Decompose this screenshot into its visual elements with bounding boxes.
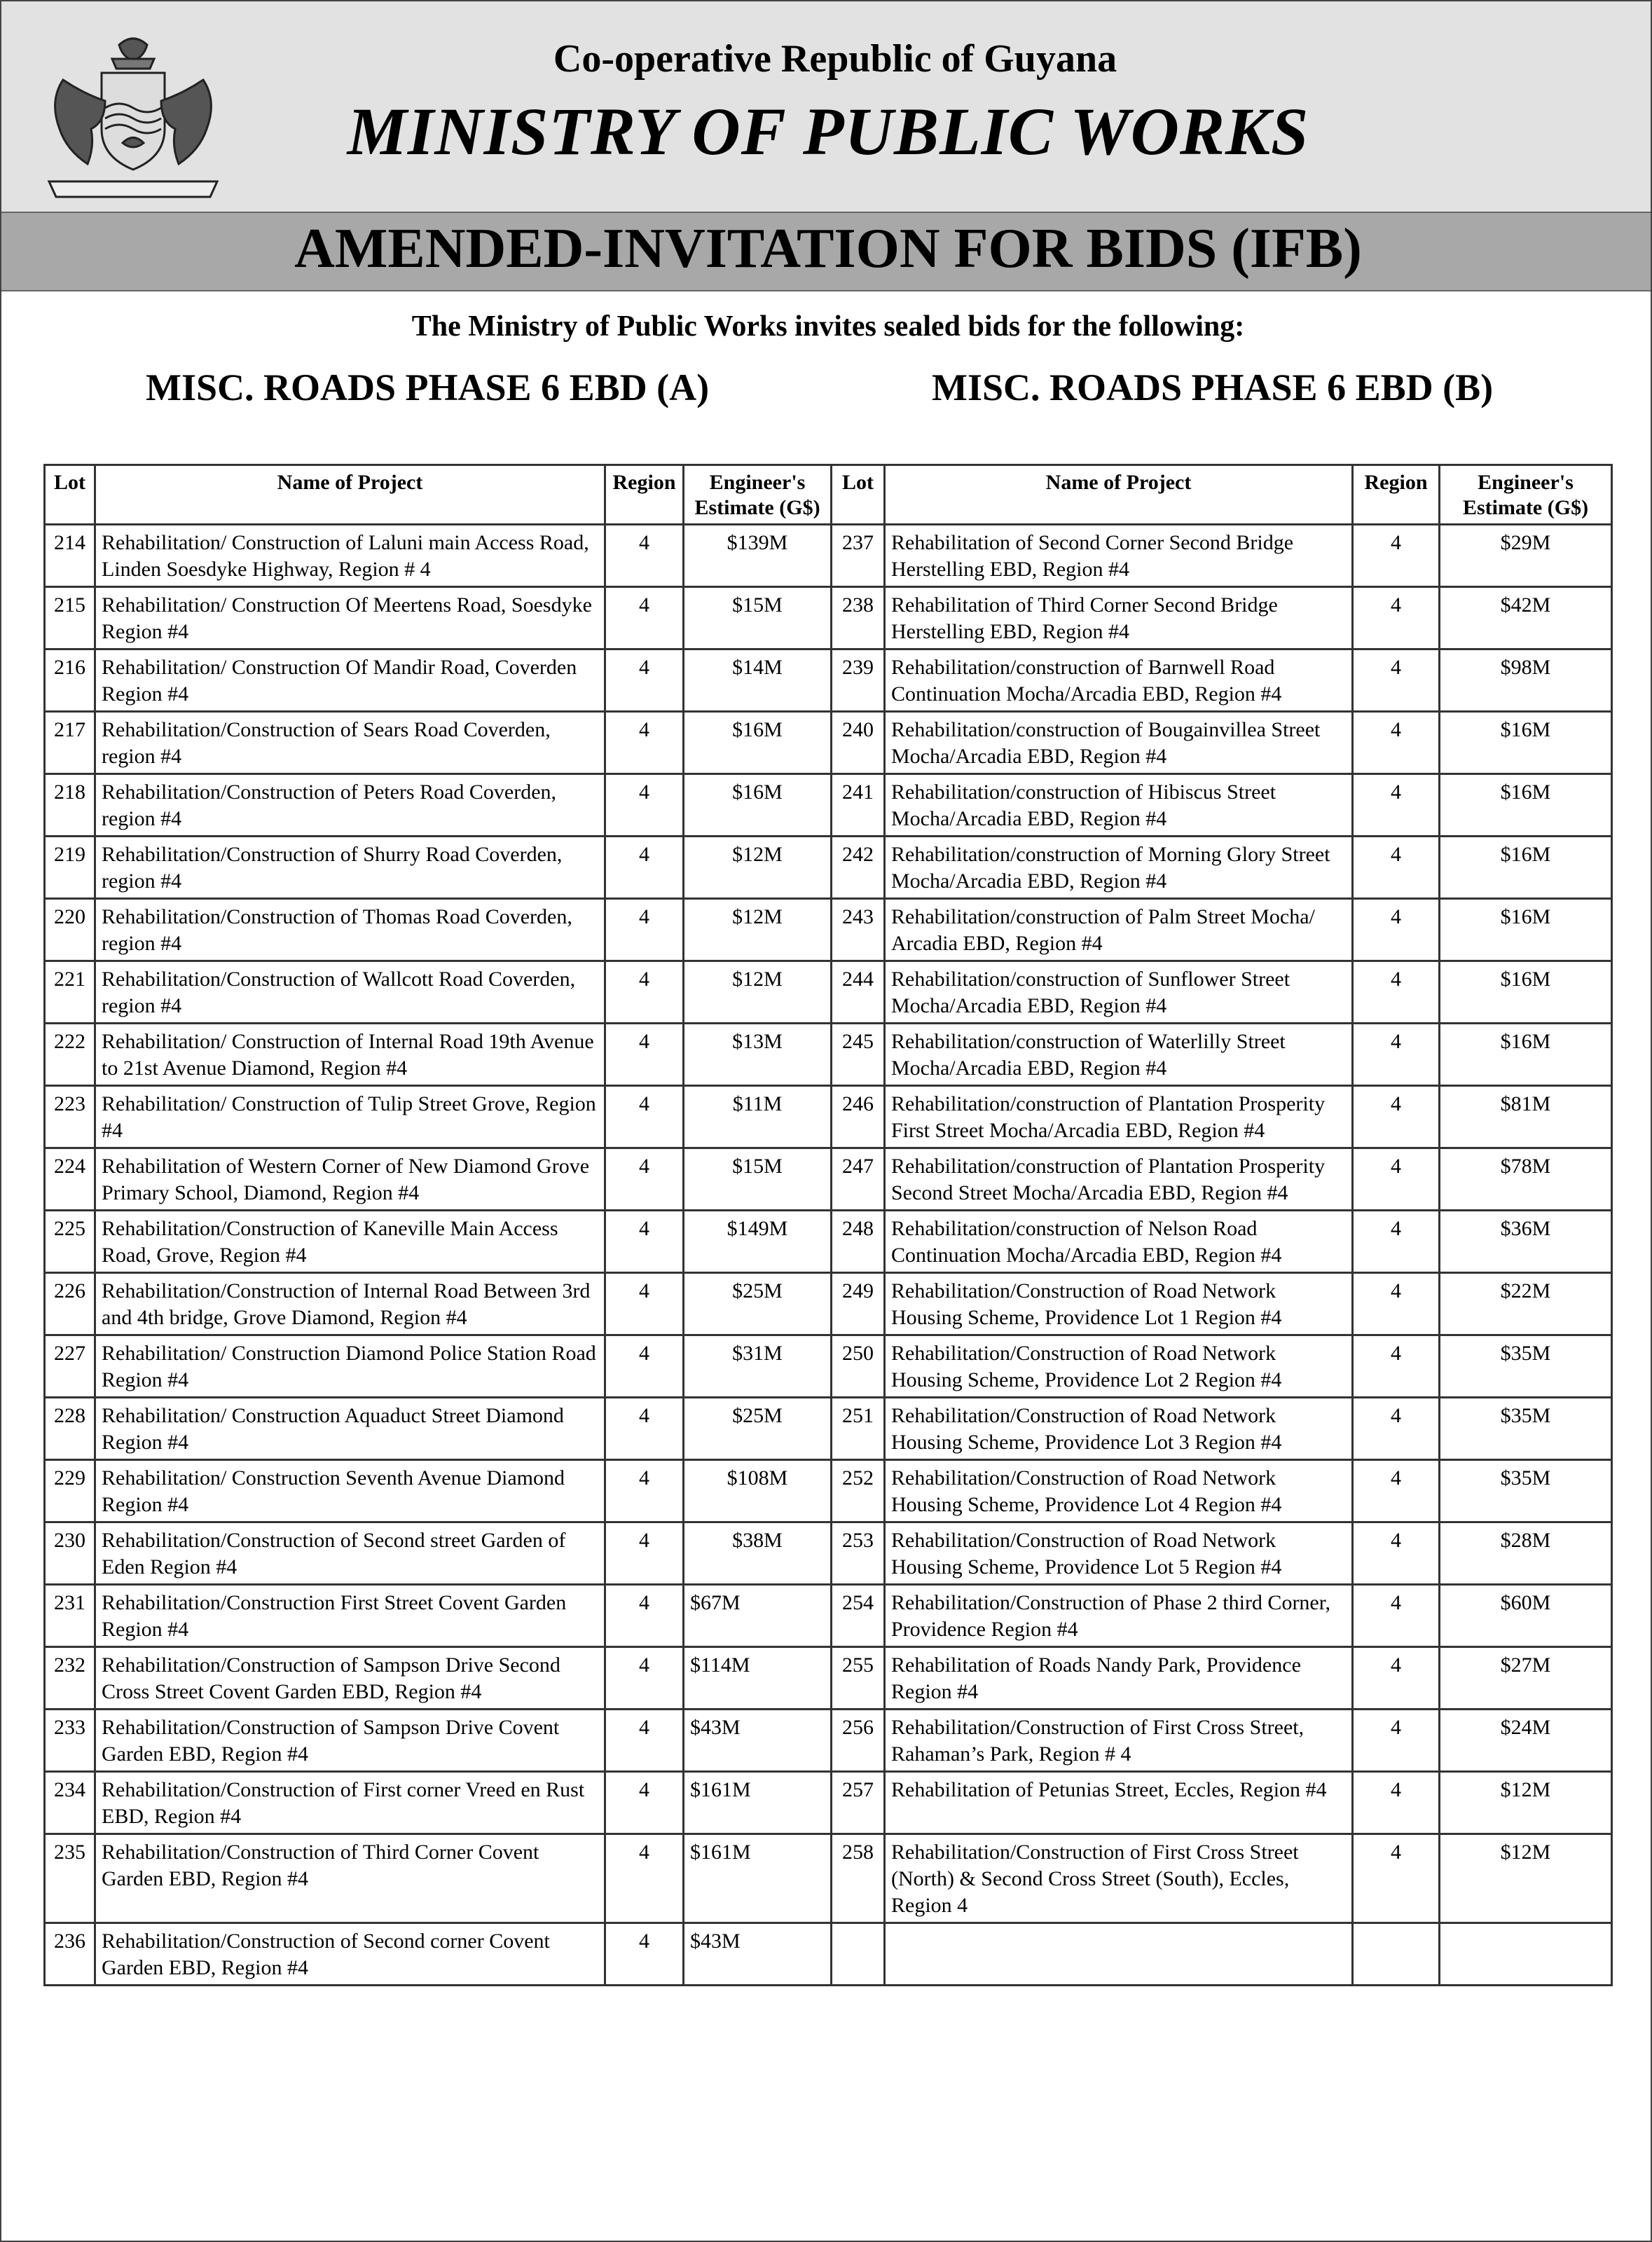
lot-cell-b: 252: [832, 1460, 885, 1522]
project-name-cell-b: Rehabilitation/construction of Plantation Prosperity Second Street Mocha/Arcadia EBD, Region #4: [885, 1148, 1353, 1211]
region-cell-b: 4: [1353, 1585, 1440, 1647]
header-lot-a: Lot: [45, 465, 95, 525]
estimate-cell-a: $25M: [684, 1398, 832, 1460]
lot-cell-a: 229: [45, 1460, 95, 1522]
project-name-cell-b: Rehabilitation/Construction of Road Network Housing Scheme, Providence Lot 1 Region #4: [885, 1273, 1353, 1335]
region-cell-a: 4: [605, 837, 684, 899]
table-row: [45, 961, 1612, 1024]
lot-cell-b: 257: [832, 1772, 885, 1834]
table-header-row: [45, 465, 1612, 525]
lot-cell-a: 234: [45, 1772, 95, 1834]
lot-cell-b: 241: [832, 774, 885, 837]
region-cell-b: 4: [1353, 1086, 1440, 1148]
estimate-cell-a: $16M: [684, 774, 832, 837]
region-cell-b: 4: [1353, 1211, 1440, 1273]
region-cell-b: 4: [1353, 961, 1440, 1024]
project-name-cell-b: Rehabilitation/construction of Bougainvillea Street Mocha/Arcadia EBD, Region #4: [885, 712, 1353, 774]
estimate-cell-b: $16M: [1440, 712, 1612, 774]
estimate-cell-a: $13M: [684, 1024, 832, 1086]
lot-cell-b: [832, 1923, 885, 1986]
project-name-cell-a: Rehabilitation of Western Corner of New Diamond Grove Primary School, Diamond, Region #4: [95, 1148, 605, 1211]
project-name-cell-b: Rehabilitation of Third Corner Second Bridge Herstelling EBD, Region #4: [885, 587, 1353, 649]
region-cell-a: 4: [605, 1211, 684, 1273]
section-a-title: MISC. ROADS PHASE 6 EBD (A): [146, 366, 710, 408]
project-name-cell-a: Rehabilitation/Construction First Street Covent Garden Region #4: [95, 1585, 605, 1647]
lot-cell-a: 222: [45, 1024, 95, 1086]
region-cell-b: 4: [1353, 649, 1440, 712]
project-name-cell-b: Rehabilitation/construction of Nelson Road Continuation Mocha/Arcadia EBD, Region #4: [885, 1211, 1353, 1273]
region-cell-a: 4: [605, 1585, 684, 1647]
project-name-cell-a: Rehabilitation/ Construction of Tulip Street Grove, Region #4: [95, 1086, 605, 1148]
region-cell-a: 4: [605, 1086, 684, 1148]
header-region-a: Region: [605, 465, 684, 525]
estimate-cell-b: $35M: [1440, 1335, 1612, 1398]
project-name-cell-b: [885, 1923, 1353, 1986]
lot-cell-a: 218: [45, 774, 95, 837]
region-cell-a: 4: [605, 1335, 684, 1398]
estimate-cell-a: $108M: [684, 1460, 832, 1522]
header-estimate-b: [1440, 465, 1612, 525]
estimate-cell-a: $12M: [684, 961, 832, 1024]
table-row: [45, 1923, 1612, 1986]
header-project-a: Name of Project: [95, 465, 605, 525]
header-estimate-line1: Engineer's: [1478, 471, 1574, 494]
table-row: [45, 837, 1612, 899]
project-name-cell-b: Rehabilitation/construction of Morning Glory Street Mocha/Arcadia EBD, Region #4: [885, 837, 1353, 899]
lot-cell-a: 228: [45, 1398, 95, 1460]
estimate-cell-a: $14M: [684, 649, 832, 712]
region-cell-b: 4: [1353, 712, 1440, 774]
estimate-cell-a: $139M: [684, 525, 832, 587]
lot-cell-b: 250: [832, 1335, 885, 1398]
table-row: [45, 1273, 1612, 1335]
region-cell-b: 4: [1353, 774, 1440, 837]
table-row: [45, 1710, 1612, 1772]
estimate-cell-a: $43M: [684, 1923, 832, 1986]
ministry-name: MINISTRY OF PUBLIC WORKS: [347, 94, 1309, 169]
lot-cell-a: 231: [45, 1585, 95, 1647]
estimate-cell-b: $35M: [1440, 1398, 1612, 1460]
table-row: [45, 1335, 1612, 1398]
lot-cell-a: 214: [45, 525, 95, 587]
project-name-cell-a: Rehabilitation/Construction of Third Corner Covent Garden EBD, Region #4: [95, 1834, 605, 1923]
project-name-cell-a: Rehabilitation/ Construction of Internal Road 19th Avenue to 21st Avenue Diamond, Region #4: [95, 1024, 605, 1086]
project-name-cell-b: Rehabilitation of Roads Nandy Park, Providence Region #4: [885, 1647, 1353, 1710]
table-row: [45, 1398, 1612, 1460]
lot-cell-b: 244: [832, 961, 885, 1024]
lot-cell-b: 256: [832, 1710, 885, 1772]
project-name-cell-a: Rehabilitation/Construction of First corner Vreed en Rust EBD, Region #4: [95, 1772, 605, 1834]
region-cell-a: 4: [605, 1772, 684, 1834]
bids-table-body: [45, 525, 1612, 1986]
project-name-cell-a: Rehabilitation/Construction of Kaneville Main Access Road, Grove, Region #4: [95, 1211, 605, 1273]
region-cell-a: 4: [605, 1460, 684, 1522]
table-row: [45, 1585, 1612, 1647]
project-name-cell-a: Rehabilitation/ Construction of Laluni main Access Road, Linden Soesdyke Highway, Region # 4: [95, 525, 605, 587]
estimate-cell-b: $22M: [1440, 1273, 1612, 1335]
estimate-cell-a: $11M: [684, 1086, 832, 1148]
region-cell-b: 4: [1353, 1647, 1440, 1710]
lot-cell-b: 255: [832, 1647, 885, 1710]
bids-table: [43, 464, 1613, 1986]
project-name-cell-a: Rehabilitation/ Construction Of Meertens Road, Soesdyke Region #4: [95, 587, 605, 649]
region-cell-a: 4: [605, 587, 684, 649]
project-name-cell-b: Rehabilitation/Construction of First Cross Street (North) & Second Cross Street (South), Eccles, Region 4: [885, 1834, 1353, 1923]
lot-cell-a: 219: [45, 837, 95, 899]
lot-cell-b: 254: [832, 1585, 885, 1647]
estimate-cell-b: $16M: [1440, 837, 1612, 899]
region-cell-b: 4: [1353, 1148, 1440, 1211]
lot-cell-a: 220: [45, 899, 95, 961]
estimate-cell-b: $27M: [1440, 1647, 1612, 1710]
lot-cell-b: 240: [832, 712, 885, 774]
lot-cell-a: 232: [45, 1647, 95, 1710]
project-name-cell-a: Rehabilitation/ Construction Seventh Avenue Diamond Region #4: [95, 1460, 605, 1522]
project-name-cell-a: Rehabilitation/Construction of Sampson Drive Second Cross Street Covent Garden EBD, Region #4: [95, 1647, 605, 1710]
estimate-cell-a: $12M: [684, 837, 832, 899]
lot-cell-a: 215: [45, 587, 95, 649]
estimate-cell-b: $24M: [1440, 1710, 1612, 1772]
estimate-cell-b: [1440, 1923, 1612, 1986]
lot-cell-a: 221: [45, 961, 95, 1024]
estimate-cell-b: $60M: [1440, 1585, 1612, 1647]
project-name-cell-b: Rehabilitation/Construction of Road Network Housing Scheme, Providence Lot 3 Region #4: [885, 1398, 1353, 1460]
header-lot-b: Lot: [832, 465, 885, 525]
estimate-cell-b: $98M: [1440, 649, 1612, 712]
region-cell-a: 4: [605, 1398, 684, 1460]
region-cell-b: 4: [1353, 1335, 1440, 1398]
lot-cell-a: 216: [45, 649, 95, 712]
table-row: [45, 774, 1612, 837]
project-name-cell-b: Rehabilitation/construction of Waterlilly Street Mocha/Arcadia EBD, Region #4: [885, 1024, 1353, 1086]
project-name-cell-b: Rehabilitation/Construction of Road Network Housing Scheme, Providence Lot 5 Region #4: [885, 1522, 1353, 1585]
estimate-cell-a: $67M: [684, 1585, 832, 1647]
project-name-cell-b: Rehabilitation/construction of Sunflower Street Mocha/Arcadia EBD, Region #4: [885, 961, 1353, 1024]
region-cell-a: 4: [605, 712, 684, 774]
lot-cell-b: 247: [832, 1148, 885, 1211]
estimate-cell-a: $15M: [684, 1148, 832, 1211]
estimate-cell-a: $12M: [684, 899, 832, 961]
region-cell-a: 4: [605, 1647, 684, 1710]
table-row: [45, 649, 1612, 712]
table-row: [45, 1834, 1612, 1923]
table-row: [45, 1086, 1612, 1148]
region-cell-b: 4: [1353, 899, 1440, 961]
project-name-cell-a: Rehabilitation/ Construction Of Mandir Road, Coverden Region #4: [95, 649, 605, 712]
estimate-cell-a: $149M: [684, 1211, 832, 1273]
project-name-cell-b: Rehabilitation/Construction of Phase 2 third Corner, Providence Region #4: [885, 1585, 1353, 1647]
header-estimate-line1: Engineer's: [709, 471, 806, 494]
region-cell-b: 4: [1353, 1024, 1440, 1086]
estimate-cell-b: $16M: [1440, 899, 1612, 961]
project-name-cell-a: Rehabilitation/Construction of Internal Road Between 3rd and 4th bridge, Grove Diamond, Region #4: [95, 1273, 605, 1335]
estimate-cell-a: $161M: [684, 1772, 832, 1834]
estimate-cell-b: $36M: [1440, 1211, 1612, 1273]
table-row: [45, 899, 1612, 961]
table-row: [45, 1211, 1612, 1273]
project-name-cell-a: Rehabilitation/Construction of Wallcott Road Coverden, region #4: [95, 961, 605, 1024]
region-cell-b: 4: [1353, 1398, 1440, 1460]
estimate-cell-a: $43M: [684, 1710, 832, 1772]
region-cell-b: 4: [1353, 1460, 1440, 1522]
guyana-coat-of-arms-icon: [35, 31, 231, 213]
lot-cell-b: 249: [832, 1273, 885, 1335]
lot-cell-b: 239: [832, 649, 885, 712]
table-row: [45, 1772, 1612, 1834]
region-cell-b: 4: [1353, 1522, 1440, 1585]
estimate-cell-a: $114M: [684, 1647, 832, 1710]
lot-cell-a: 226: [45, 1273, 95, 1335]
estimate-cell-b: $16M: [1440, 774, 1612, 837]
estimate-cell-b: $35M: [1440, 1460, 1612, 1522]
estimate-cell-b: $16M: [1440, 1024, 1612, 1086]
lot-cell-b: 258: [832, 1834, 885, 1923]
estimate-cell-b: $12M: [1440, 1772, 1612, 1834]
lot-cell-b: 243: [832, 899, 885, 961]
table-row: [45, 1647, 1612, 1710]
region-cell-a: 4: [605, 525, 684, 587]
region-cell-a: 4: [605, 1923, 684, 1986]
notice-title: AMENDED-INVITATION FOR BIDS (IFB): [294, 218, 1362, 280]
lot-cell-a: 225: [45, 1211, 95, 1273]
lot-cell-a: 235: [45, 1834, 95, 1923]
lot-cell-a: 230: [45, 1522, 95, 1585]
table-row: [45, 587, 1612, 649]
estimate-cell-a: $31M: [684, 1335, 832, 1398]
region-cell-b: 4: [1353, 525, 1440, 587]
header-estimate-line2: Estimate (G$): [1462, 496, 1589, 519]
estimate-cell-a: $25M: [684, 1273, 832, 1335]
region-cell-a: 4: [605, 961, 684, 1024]
region-cell-b: 4: [1353, 1710, 1440, 1772]
project-name-cell-b: Rehabilitation/Construction of Road Network Housing Scheme, Providence Lot 4 Region #4: [885, 1460, 1353, 1522]
region-cell-b: 4: [1353, 1772, 1440, 1834]
project-name-cell-b: Rehabilitation/construction of Palm Street Mocha/ Arcadia EBD, Region #4: [885, 899, 1353, 961]
region-cell-a: 4: [605, 1834, 684, 1923]
region-cell-a: 4: [605, 649, 684, 712]
lot-cell-b: 238: [832, 587, 885, 649]
header-project-b: Name of Project: [885, 465, 1353, 525]
project-name-cell-b: Rehabilitation/construction of Plantation Prosperity First Street Mocha/Arcadia EBD, Region #4: [885, 1086, 1353, 1148]
estimate-cell-b: $28M: [1440, 1522, 1612, 1585]
project-name-cell-b: Rehabilitation/construction of Barnwell Road Continuation Mocha/Arcadia EBD, Region #4: [885, 649, 1353, 712]
header-estimate-a: [684, 465, 832, 525]
project-name-cell-a: Rehabilitation/Construction of Thomas Road Coverden, region #4: [95, 899, 605, 961]
table-row: [45, 525, 1612, 587]
lot-cell-b: 251: [832, 1398, 885, 1460]
lot-cell-a: 233: [45, 1710, 95, 1772]
lot-cell-a: 236: [45, 1923, 95, 1986]
project-name-cell-a: Rehabilitation/ Construction Aquaduct Street Diamond Region #4: [95, 1398, 605, 1460]
region-cell-b: 4: [1353, 1834, 1440, 1923]
table-row: [45, 1024, 1612, 1086]
region-cell-a: 4: [605, 774, 684, 837]
project-name-cell-a: Rehabilitation/Construction of Second corner Covent Garden EBD, Region #4: [95, 1923, 605, 1986]
region-cell-b: 4: [1353, 837, 1440, 899]
estimate-cell-b: $12M: [1440, 1834, 1612, 1923]
lot-cell-a: 217: [45, 712, 95, 774]
lot-cell-b: 245: [832, 1024, 885, 1086]
table-row: [45, 1148, 1612, 1211]
region-cell-b: 4: [1353, 587, 1440, 649]
lot-cell-b: 242: [832, 837, 885, 899]
project-name-cell-b: Rehabilitation/Construction of Road Network Housing Scheme, Providence Lot 2 Region #4: [885, 1335, 1353, 1398]
estimate-cell-a: $161M: [684, 1834, 832, 1923]
project-name-cell-a: Rehabilitation/Construction of Second street Garden of Eden Region #4: [95, 1522, 605, 1585]
region-cell-a: 4: [605, 1273, 684, 1335]
lot-cell-a: 224: [45, 1148, 95, 1211]
estimate-cell-a: $38M: [684, 1522, 832, 1585]
project-name-cell-a: Rehabilitation/Construction of Shurry Road Coverden, region #4: [95, 837, 605, 899]
project-name-cell-b: Rehabilitation/construction of Hibiscus Street Mocha/Arcadia EBD, Region #4: [885, 774, 1353, 837]
project-name-cell-b: Rehabilitation/Construction of First Cross Street, Rahaman’s Park, Region # 4: [885, 1710, 1353, 1772]
estimate-cell-b: $78M: [1440, 1148, 1612, 1211]
lot-cell-b: 248: [832, 1211, 885, 1273]
lot-cell-b: 246: [832, 1086, 885, 1148]
lot-cell-b: 237: [832, 525, 885, 587]
intro-text: The Ministry of Public Works invites sealed bids for the following:: [411, 310, 1245, 343]
section-b-title: MISC. ROADS PHASE 6 EBD (B): [932, 366, 1494, 408]
header-estimate-line2: Estimate (G$): [694, 496, 820, 519]
country-name: Co-operative Republic of Guyana: [553, 37, 1117, 81]
estimate-cell-b: $42M: [1440, 587, 1612, 649]
project-name-cell-a: Rehabilitation/Construction of Sears Road Coverden, region #4: [95, 712, 605, 774]
estimate-cell-b: $81M: [1440, 1086, 1612, 1148]
table-row: [45, 712, 1612, 774]
region-cell-b: [1353, 1923, 1440, 1986]
region-cell-a: 4: [605, 1522, 684, 1585]
estimate-cell-b: $29M: [1440, 525, 1612, 587]
estimate-cell-a: $16M: [684, 712, 832, 774]
region-cell-a: 4: [605, 1024, 684, 1086]
project-name-cell-a: Rehabilitation/Construction of Sampson Drive Covent Garden EBD, Region #4: [95, 1710, 605, 1772]
table-row: [45, 1460, 1612, 1522]
region-cell-b: 4: [1353, 1273, 1440, 1335]
region-cell-a: 4: [605, 1710, 684, 1772]
region-cell-a: 4: [605, 899, 684, 961]
header-region-b: Region: [1353, 465, 1440, 525]
region-cell-a: 4: [605, 1148, 684, 1211]
estimate-cell-a: $15M: [684, 587, 832, 649]
project-name-cell-b: Rehabilitation of Second Corner Second Bridge Herstelling EBD, Region #4: [885, 525, 1353, 587]
lot-cell-a: 227: [45, 1335, 95, 1398]
project-name-cell-a: Rehabilitation/Construction of Peters Road Coverden, region #4: [95, 774, 605, 837]
lot-cell-a: 223: [45, 1086, 95, 1148]
project-name-cell-a: Rehabilitation/ Construction Diamond Police Station Road Region #4: [95, 1335, 605, 1398]
estimate-cell-b: $16M: [1440, 961, 1612, 1024]
lot-cell-b: 253: [832, 1522, 885, 1585]
table-row: [45, 1522, 1612, 1585]
project-name-cell-b: Rehabilitation of Petunias Street, Eccles, Region #4: [885, 1772, 1353, 1834]
